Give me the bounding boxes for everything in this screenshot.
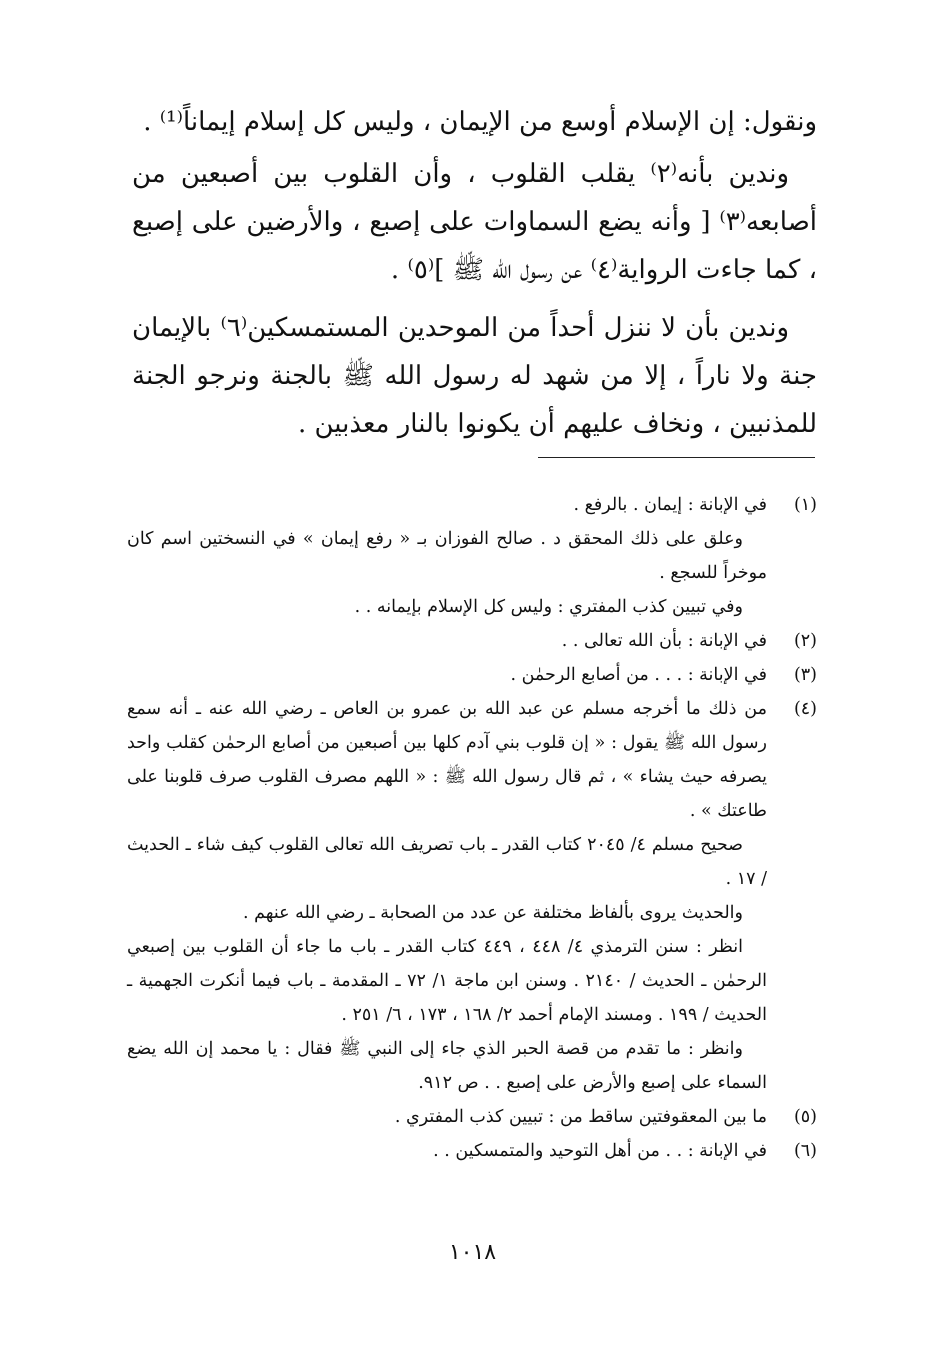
- footnote-line: وعلق على ذلك المحقق د . صالح الفوزان بـ « رفع إيمان » في النسختين اسم كان موخراً للسجع .: [127, 529, 767, 583]
- footnote-line: في الإبانة : . . من أهل التوحيد والمتمسكين . .: [433, 1141, 767, 1161]
- footnote-line: انظر : سنن الترمذي ٤/ ٤٤٨ ، ٤٤٩ كتاب القدر ـ باب ما جاء أن القلوب بين إصبعي الرحمٰن ـ الحديث / ٢١٤٠ . وسنن ابن ماجة ١/ ٧٢ ـ المقدمة ـ باب فيما أنكرت الجهمية ـ الحديث / ١٩٩ . ومسند الإمام أحمد ٢/ ١٦٨ ، ١٧٣ ، ٦/ ٢٥١ .: [127, 937, 767, 1025]
- footnote-line: في الإبانة : بأن الله تعالى . .: [561, 631, 767, 651]
- footnote-line: في الإبانة : . . . من أصابع الرحمٰن .: [510, 665, 767, 685]
- footnote-1: [127, 488, 817, 624]
- footnote-line: والحديث يروى بألفاظ مختلفة عن عدد من الصحابة ـ رضي الله عنهم .: [242, 903, 743, 923]
- footnote-number: (١): [793, 495, 817, 515]
- footnote-line: وفي تبيين كذب المفتري : وليس كل الإسلام بإيمانه . .: [354, 597, 743, 617]
- footnote-4: [127, 692, 817, 1100]
- footnote-number: (٢): [793, 631, 817, 651]
- footnote-6: [127, 1134, 817, 1168]
- footnote-3: [127, 658, 817, 692]
- footnote-number: (٦): [793, 1141, 817, 1161]
- footnote-number: (٣): [793, 665, 817, 685]
- paragraph-3: وندين بأن لا ننزل أحداً من الموحدين المستمسكين⁽٦⁾ بالإيمان جنة ولا ناراً ، إلا من شهد له رسول الله ﷺ بالجنة ونرجو الجنة للمذنبين ، ونخاف عليهم أن يكونوا بالنار معذبين .: [132, 313, 817, 439]
- footnote-divider: [538, 457, 815, 458]
- footnotes: [127, 488, 817, 1168]
- footnote-line: صحيح مسلم ٤/ ٢٠٤٥ كتاب القدر ـ باب تصريف الله تعالى القلوب كيف شاء ـ الحديث / ١٧ .: [127, 835, 767, 889]
- footnote-line: في الإبانة : إيمان . بالرفع .: [573, 495, 767, 515]
- footnote-5: [127, 1100, 817, 1134]
- footnote-2: [127, 624, 817, 658]
- main-text: [132, 98, 817, 448]
- footnote-line: ما بين المعقوفتين ساقط من : تبيين كذب المفتري .: [394, 1107, 767, 1127]
- paragraph-2: وندين بأنه⁽٢⁾ يقلب القلوب ، وأن القلوب بين أصبعين من أصابعه⁽٣⁾ [ وأنه يضع السماوات على إصبع ، والأرضين على إصبع ، كما جاءت الرواية⁽٤⁾ عن رسول الله ﷺ ]⁽٥⁾ .: [132, 159, 817, 285]
- footnote-line: من ذلك ما أخرجه مسلم عن عبد الله بن عمرو بن العاص ـ رضي الله عنه ـ أنه سمع رسول الله ﷺ يقول : « إن قلوب بني آدم كلها بين أصبعين من أصابع الرحمٰن كقلب واحد يصرفه حيث يشاء » ، ثم قال رسول الله ﷺ : « اللهم مصرف القلوب صرف قلوبنا على طاعتك » .: [127, 699, 767, 821]
- page-number: ١٠١٨: [448, 1240, 497, 1265]
- footnote-line: وانظر : ما تقدم من قصة الحبر الذي جاء إلى النبي ﷺ فقال : يا محمد إن الله يضع السماء على إصبع والأرض على إصبع . . ص ٩١٢.: [127, 1039, 767, 1093]
- footnote-number: (٤): [793, 699, 817, 719]
- footnote-number: (٥): [793, 1107, 817, 1127]
- paragraph-1: ونقول: إن الإسلام أوسع من الإيمان ، وليس كل إسلام إيماناً⁽¹⁾ .: [143, 107, 817, 137]
